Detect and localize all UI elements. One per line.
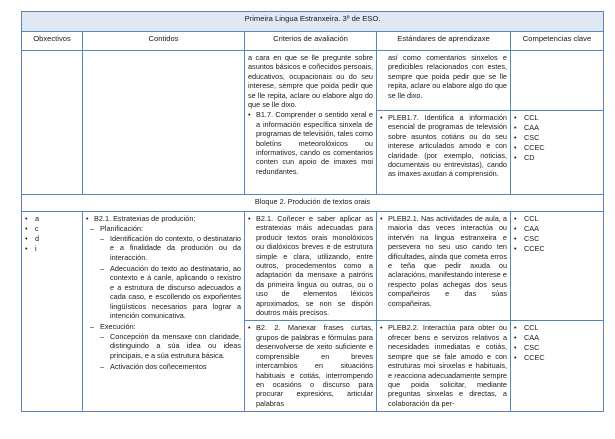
contido-text: Identificación do contexto, o destinatario e a finalidade da produción ou da interacción. — [110, 233, 241, 262]
bullet-glyph: • — [514, 214, 517, 223]
dash-glyph: – — [90, 322, 95, 332]
competencia-label: CCL — [524, 323, 539, 333]
contido-execucion: Execución: — [100, 322, 136, 332]
obxectivo-label: i — [35, 244, 37, 253]
estandar-pleb21: PLEB2.1. Nas actividades de aula, a maioría das veces interactúa ou intervén na lingua estranxeira e persevera no seu uso cando ten dificultades, aínda que cometa erros e teña que pedir axuda ou aclaracións, manifestando interese e respecto polas achegas dos seus compañeiros e das súas compañeiras. — [388, 214, 507, 308]
list-item — [514, 123, 600, 133]
estandar-item — [380, 113, 507, 179]
competencia-label: CAA — [524, 123, 540, 132]
header-contidos: Contidos — [83, 32, 245, 51]
obxectivo-label: d — [35, 234, 40, 243]
contidos-cell — [83, 51, 245, 195]
obxectivos-list — [25, 214, 79, 254]
estandar-pleb17: PLEB1.7. Identifica a información esencial de programas de televisión sobre asuntos cotiáns ou do seu interese articulados amodo e con claridade (por exemplo, noticias, documentais ou entrevistas), cando as imaxes axudan á comprensión. — [388, 113, 507, 179]
competencia-label: CCL — [524, 214, 539, 223]
competencia-label: CCL — [524, 113, 539, 122]
contido-text: Concepción da mensaxe con claridade, distinguindo a súa idea ou ideas principais, e a súa estrutura básica. — [110, 331, 241, 360]
criterio-b17: B1.7. Comprender o sentido xeral e a información específica sinxela de programas de televisión, tales como boletíns meteorolóxicos ou informativos, cando os comentarios conten cun apoio de imaxes moi redundantes. — [256, 110, 373, 176]
dash-glyph: – — [100, 362, 105, 372]
bullet-glyph: • — [380, 323, 383, 333]
table-title-row — [22, 12, 604, 32]
estandares-cell — [377, 321, 511, 412]
list-item — [514, 143, 600, 153]
competencias-cell — [511, 51, 604, 111]
contido-text: Activación dos coñecementos — [110, 362, 207, 372]
header-obxectivos: Obxectivos — [22, 32, 83, 51]
bullet-glyph: • — [514, 153, 517, 162]
contido-item — [86, 214, 241, 223]
bullet-glyph: • — [514, 133, 517, 142]
contido-subsub — [86, 264, 241, 320]
list-item — [514, 353, 600, 363]
competencia-label: CAA — [524, 224, 540, 233]
competencia-label: CD — [524, 153, 535, 162]
criterios-cell — [245, 51, 377, 195]
competencia-label: CSC — [524, 234, 540, 243]
contido-sub — [86, 224, 241, 233]
contido-planificacion: Planificación: — [100, 224, 143, 234]
bullet-glyph: • — [380, 113, 383, 122]
curriculum-table — [21, 11, 604, 412]
competencias-cell — [511, 111, 604, 195]
bullet-glyph: • — [514, 143, 517, 152]
competencias-list — [514, 214, 600, 254]
criterios-cell — [245, 321, 377, 412]
block-title: Bloque 2. Produción de textos orais — [22, 195, 604, 212]
criterios-cell — [245, 212, 377, 321]
contidos-cell — [83, 212, 245, 412]
competencia-label: CCEC — [524, 244, 545, 253]
obxectivos-cell — [22, 51, 83, 195]
list-item — [514, 244, 600, 254]
table-header-row — [22, 32, 604, 51]
contido-subsub — [86, 362, 241, 371]
bullet-glyph: • — [514, 343, 517, 353]
list-item — [514, 234, 600, 244]
header-estandares: Estándares de aprendizaxe — [377, 32, 511, 51]
list-item — [514, 133, 600, 143]
bullet-glyph: • — [25, 244, 28, 253]
bullet-glyph: • — [248, 214, 251, 223]
dash-glyph: – — [100, 264, 105, 274]
bullet-glyph: • — [514, 333, 517, 343]
criterio-b22: B2. 2. Manexar frases curtas, grupos de palabras e fórmulas para desenvolverse de xeito suficiente e comprensible en breves intercambios en situacións habituais e cotiás, interrompendo en ocasións o discurso para procurar expresións, articular palabras — [256, 323, 373, 408]
bullet-glyph: • — [514, 234, 517, 243]
competencia-label: CAA — [524, 333, 540, 343]
estandar-item — [380, 214, 507, 308]
list-item — [514, 153, 600, 163]
contido-subsub — [86, 332, 241, 360]
obxectivo-label: c — [35, 224, 39, 233]
competencia-label: CSC — [524, 343, 540, 353]
competencias-list — [514, 323, 600, 363]
estandares-cell — [377, 111, 511, 195]
criterio-item — [248, 110, 373, 176]
bullet-glyph: • — [514, 353, 517, 363]
competencias-list — [514, 113, 600, 163]
estandar-continuation: así como comentarios sinxelos e predicibles relacionados con estes, sempre que poida pedir que se lle repita, aclare ou elabore algo do que se lle dixo. — [388, 53, 507, 100]
list-item — [514, 323, 600, 333]
estandares-cell — [377, 51, 511, 111]
competencia-label: CCEC — [524, 353, 545, 363]
list-item — [514, 333, 600, 343]
bullet-glyph: • — [25, 224, 28, 233]
estandar-item — [380, 323, 507, 408]
bullet-glyph: • — [248, 323, 251, 333]
dash-glyph: – — [100, 233, 105, 243]
obxectivos-cell — [22, 212, 83, 412]
contido-b21: B2.1. Estratexias de produción: — [94, 214, 196, 223]
block-heading-row — [22, 195, 604, 212]
bullet-glyph: • — [514, 323, 517, 333]
dash-glyph: – — [100, 331, 105, 341]
obxectivo-label: a — [35, 214, 40, 223]
bullet-glyph: • — [514, 224, 517, 233]
contido-sub — [86, 322, 241, 331]
header-criterios: Criterios de avaliación — [245, 32, 377, 51]
contido-text: Adecuación do texto ao destinatario, ao contexto e á canle, aplicando o rexistro e a estrutura de discurso adecuados a cada caso, e escollendo os expoñentes lingüísticos necesarios para lograr a intención comunicativa. — [110, 264, 241, 321]
competencia-label: CSC — [524, 133, 540, 142]
criterio-item — [248, 214, 373, 317]
competencia-label: CCEC — [524, 143, 545, 152]
competencias-cell — [511, 321, 604, 412]
list-item — [25, 234, 79, 244]
list-item — [514, 113, 600, 123]
list-item — [25, 224, 79, 234]
table-row — [22, 51, 604, 111]
bullet-glyph: • — [514, 123, 517, 132]
table-title: Primeira Lingua Estranxeira. 3º de ESO. — [22, 12, 604, 32]
criterio-b21: B2.1. Coñecer e saber aplicar as estratexias máis adecuadas para producir textos orais monolóxicos ou dialóxicos breves e de estrutura simple e clara, utilizando, entre outros, procedementos como a adaptación da mensaxe a patróns da primeira lingua ou outras, ou o uso de elementos léxicos aproximados, se non se dispón doutros máis precisos. — [256, 214, 373, 318]
list-item — [514, 224, 600, 234]
list-item — [514, 214, 600, 224]
bullet-glyph: • — [25, 214, 28, 223]
header-competencias: Competencias clave — [511, 32, 604, 51]
criterio-continuation: a cara en que se lle pregunte sobre asuntos básicos e coñecidos persoais, educativos, ocupacionais ou do seu interese, sempre que poida pedir que se lle repita, aclare ou elabore algo do que se lle dixo. — [248, 53, 373, 110]
list-item — [25, 244, 79, 254]
estandares-cell — [377, 212, 511, 321]
bullet-glyph: • — [86, 214, 89, 223]
list-item — [25, 214, 79, 224]
table-row — [22, 212, 604, 321]
criterio-item — [248, 323, 373, 408]
bullet-glyph: • — [248, 110, 251, 120]
bullet-glyph: • — [380, 214, 383, 223]
dash-glyph: – — [90, 224, 95, 234]
list-item — [514, 343, 600, 353]
bullet-glyph: • — [25, 234, 28, 243]
bullet-glyph: • — [514, 244, 517, 253]
estandar-pleb22: PLEB2.2. Interactúa para obter ou ofrecer bens e servizos relativos a necesidades inmediatas e cotiás, sempre que se fale amodo e con estruturas moi sinxelas e habituais, e reacciona adecuadamente sempre que poida solicitar, mediante preguntas sinxelas e directas, a colaboración da per- — [388, 323, 507, 408]
bullet-glyph: • — [514, 113, 517, 122]
competencias-cell — [511, 212, 604, 321]
contido-subsub — [86, 234, 241, 262]
